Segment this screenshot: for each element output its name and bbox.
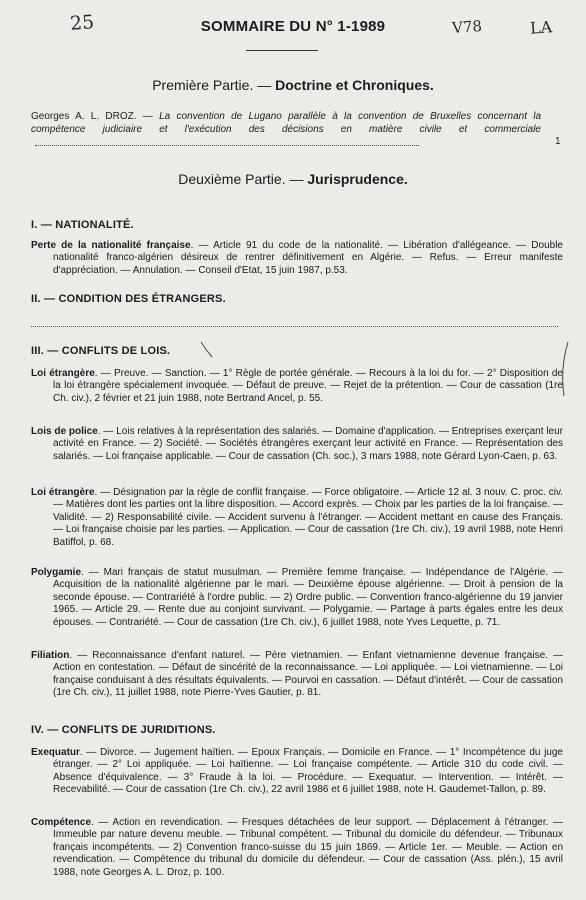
part-two-heading — [0, 171, 586, 187]
handwritten-mark: V78 — [451, 16, 483, 38]
article-page: 1 — [555, 136, 561, 147]
entry-head: Filiation — [31, 650, 70, 661]
pencil-mark — [198, 340, 216, 360]
entry-loi-etrangere-2 — [31, 487, 563, 549]
article-author: Georges A. L. DROZ. — — [31, 111, 153, 122]
pencil-mark-margin — [556, 340, 574, 400]
entry-perte-nationalite — [31, 240, 563, 277]
section-condition-etrangers: II. — CONDITION DES ÉTRANGERS. — [31, 293, 226, 305]
article-title: La convention de Lugano parallèle à la convention de Bruxelles concernant la compétence judiciaire et l'exécution des décisions en matière civile et commerciale — [31, 111, 542, 135]
entry-head: Lois de police — [31, 426, 98, 437]
entry-exequatur — [31, 747, 563, 797]
doctrine-article — [31, 111, 541, 151]
entry-filiation — [31, 650, 563, 700]
entry-text: . — Divorce. — Jugement haïtien. — Epoux Français. — Domicile en France. — 1° Incompétence du juge étranger. — 2° Loi appliquée. — Loi haïtienne. — Loi française compétente. — Article 310 du code civil. — Absence d'équivalence. — 3° Fraude à la loi. — Procédure. — Exequatur. — Intervention. — Intérêt. — Recevabilité. — Cour de cassation (1re Ch. civ.), 22 avril 1986 et 6 juillet 1988, note H. Gaudemet-Tallon, p. 89. — [53, 747, 563, 796]
entry-head: Polygamie — [31, 567, 82, 578]
entry-head: Perte de la nationalité française — [31, 240, 191, 251]
entry-head: Loi étrangère — [31, 368, 95, 379]
part-one-title: Doctrine et Chroniques. — [275, 77, 434, 93]
entry-text: . — Désignation par la règle de conflit française. — Force obligatoire. — Article 12 al. 3 nouv. C. proc. civ. — Matières dont les parties ont la libre disposition. — Accord exprès. — Choix par les parties de la loi française. — Validité. — 2) Responsabilité civile. — Accident survenu à l'étranger. — Accident mettant en cause des Français. — Loi française choisie par les parties. — Application. — Cour de cassation (1re Ch. civ.), 19 avril 1988, note Henri Batiffol, p. 68. — [53, 487, 563, 548]
part-two-prefix: Deuxième Partie. — — [178, 171, 304, 187]
entry-head: Compétence — [31, 817, 92, 828]
part-one-prefix: Première Partie. — — [152, 77, 272, 93]
entry-head: Loi étrangère — [31, 487, 95, 498]
page-title: SOMMAIRE DU N° 1-1989 — [200, 18, 386, 35]
dotted-separator — [31, 326, 558, 327]
handwritten-number: 25 — [69, 11, 95, 35]
entry-text: . — Article 91 du code de la nationalité. — Libération d'allégeance. — Double nationalité franco-algérien désireux de rentrer définitivement en Algérie. — Refus. — Erreur manifeste d'appréciation. — Annulation. — Conseil d'Etat, 15 juin 1987, p.53. — [53, 240, 563, 276]
entry-head: Exequatur — [31, 747, 80, 758]
handwritten-initials: LA — [529, 17, 553, 38]
entry-polygamie — [31, 567, 563, 629]
section-conflits-juridictions: IV. — CONFLITS DE JURIDITIONS. — [31, 724, 216, 736]
entry-loi-etrangere-1 — [31, 368, 563, 405]
entry-text: . — Mari français de statut musulman. — Première femme française. — Indépendance de l'Algérie. — Acquisition de la nationalité algérienne par le mari. — Deuxième épouse algérienne. — Droit à pension de la seconde épouse. — Contrariété à l'ordre public. — 2) Ordre public. — Convention franco-algérienne du 19 janvier 1965. — Article 29. — Rente due au conjoint survivant. — Polygamie. — Partage à parts égales entre les deux épouses. — Contrariété. — Cour de cassation (1re Ch. civ.), 6 juillet 1988, note Yves Lequette, p. 71. — [53, 567, 563, 628]
entry-text: . — Reconnaissance d'enfant naturel. — Père vietnamien. — Enfant vietnamienne devenue française. — Action en contestation. — Défaut de sincérité de la reconnaissance. — Loi appliquée. — Loi vietnamienne. — Loi française conduisant à des résultats équivalents. — Pourvoi en cassation. — Défaut d'intérêt. — Cour de cassation (1re Ch. civ.), 11 juillet 1988, note Pierre-Yves Gautier, p. 81. — [53, 650, 563, 699]
section-conflits-lois: III. — CONFLITS DE LOIS. — [31, 345, 171, 357]
section-nationalite: I. — NATIONALITÉ. — [31, 219, 134, 231]
entry-competence — [31, 817, 563, 879]
part-one-heading — [0, 77, 586, 93]
title-rule — [246, 50, 318, 51]
entry-text: . — Lois relatives à la représentation des salariés. — Domaine d'application. — Entreprises exerçant leur activité en France. — 2) Société. — Sociétés étrangères exerçant leur activité en France. — Représentation des salariés. — Loi française applicable. — Cour de cassation (Ch. soc.), 3 mars 1988, note Gérard Lyon-Caen, p. 63. — [53, 426, 563, 462]
part-two-title: Jurisprudence. — [307, 171, 408, 187]
leader-dots — [35, 136, 419, 146]
entry-lois-police — [31, 426, 563, 463]
entry-text: . — Action en revendication. — Fresques détachées de leur support. — Déplacement à l'étranger. — Immeuble par nature devenu meuble. — Tribunal compétent. — Tribunal du domicile du défendeur. — Tribunaux français incompétents. — 2) Convention franco-suisse du 15 juin 1869. — Article 1er. — Meuble. — Action en revendication. — Compétence du tribunal du domicile du défendeur. — Cour de cassation (Ass. plén.), 15 avril 1988, note Georges A. L. Droz, p. 100. — [53, 817, 563, 878]
entry-text: . — Preuve. — Sanction. — 1° Règle de portée générale. — Recours à la loi du for. — 2° Disposition de la loi étrangère spécialement invoquée. — Défaut de preuve. — Rejet de la prétention. — Cour de cassation (1re Ch. civ.), 2 février et 21 juin 1988, note Bertrand Ancel, p. 55. — [53, 368, 563, 404]
